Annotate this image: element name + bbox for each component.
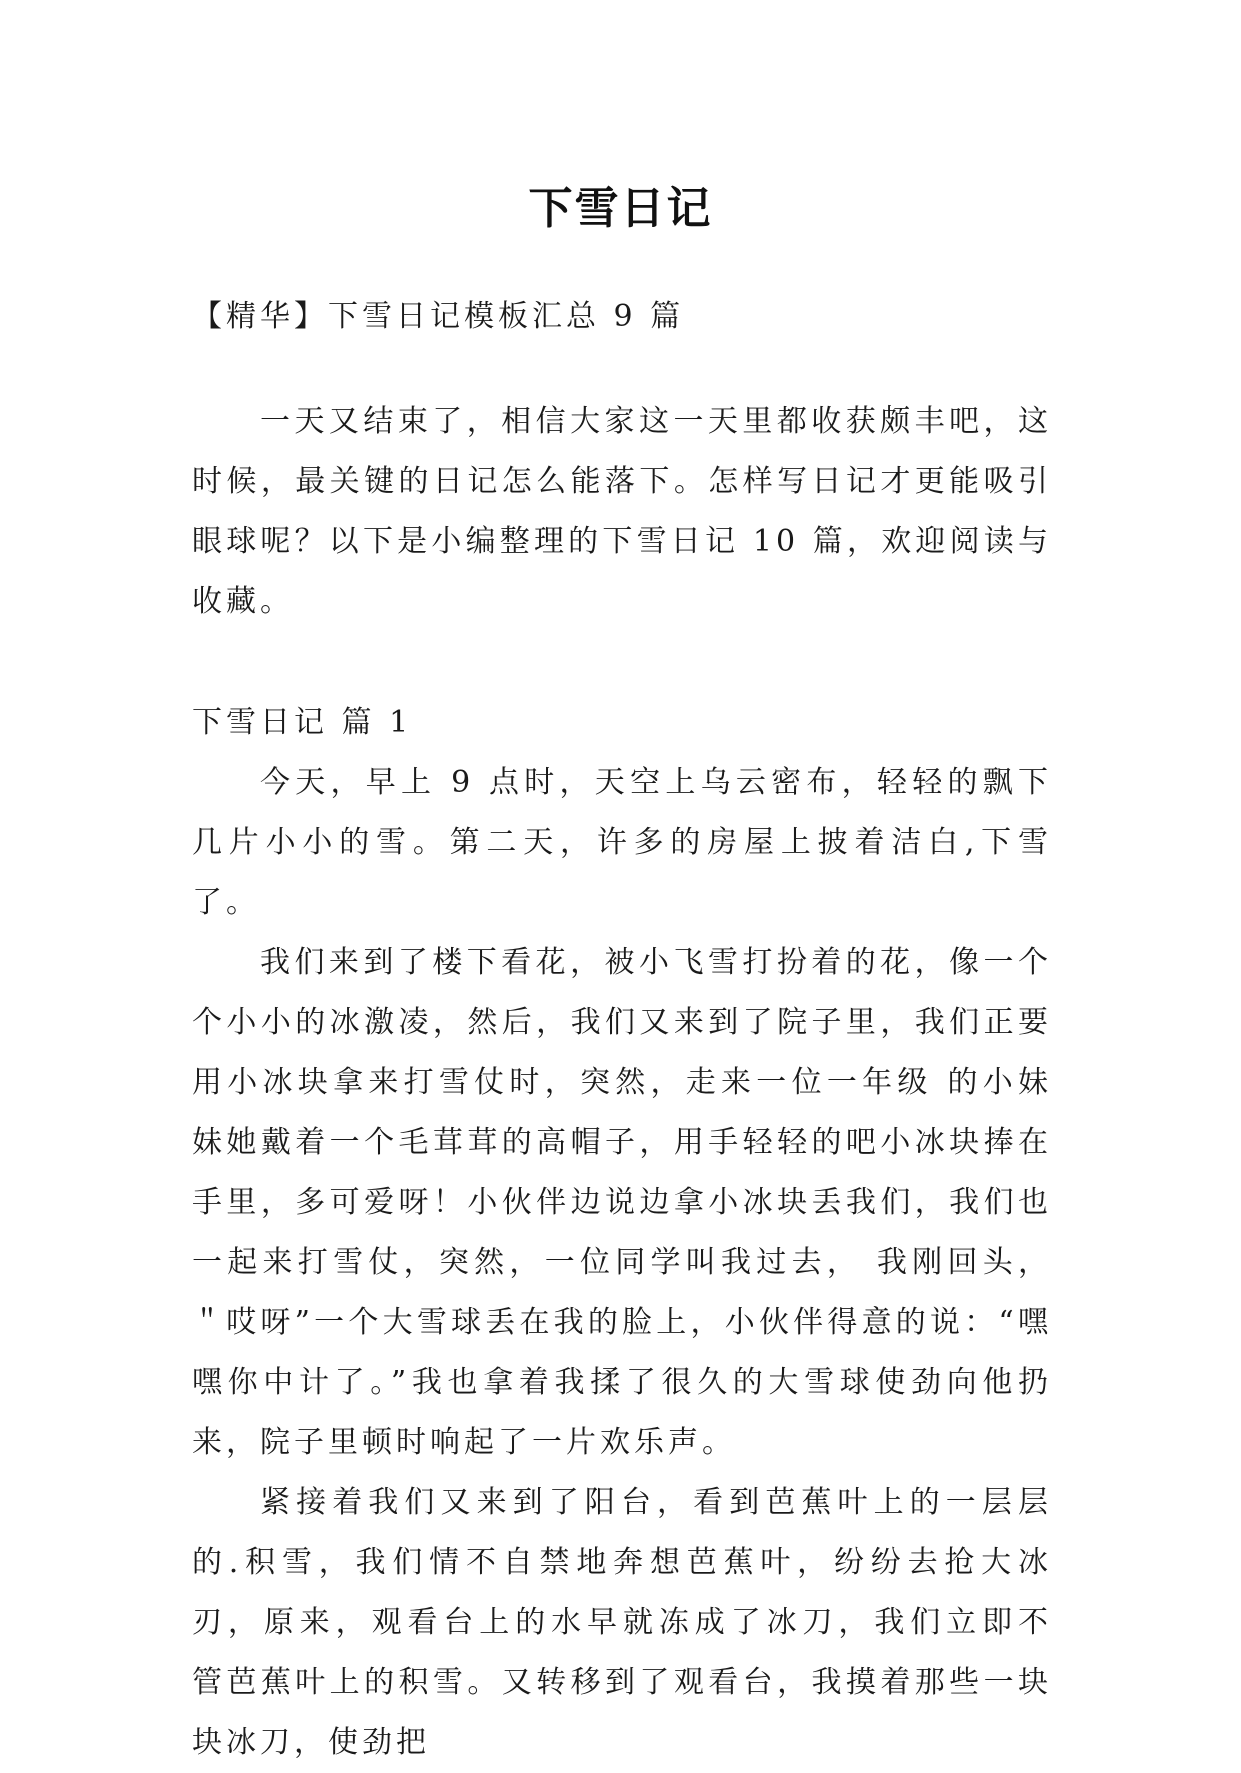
section-heading: 下雪日记 篇 1 xyxy=(192,705,413,740)
body-paragraph: 紧接着我们又来到了阳台，看到芭蕉叶上的一层层的.积雪，我们情不自禁地奔想芭蕉叶，纷纷去抢大冰刃，原来，观看台上的水早就冻成了冰刀，我们立即不 管芭蕉叶上的积雪。又转移到了观看台，我摸着那些一块块冰刀，使劲把 xyxy=(192,1485,1052,1760)
intro-paragraph: 一天又结束了，相信大家这一天里都收获颇丰吧，这时候，最关键的日记怎么能落下。怎样写日记才更能吸引眼球呢？以下是小编整理的下雪日记 10 篇，欢迎阅读与收藏。 xyxy=(192,404,1052,619)
body-paragraph: 今天，早上 9 点时，天空上乌云密布，轻轻的飘下几片小小的雪。第二天，许多的房屋上披着洁白,下雪了。 xyxy=(192,765,1052,920)
document-subtitle: 【精华】下雪日记模板汇总 9 篇 xyxy=(192,299,685,334)
document-body xyxy=(192,287,1052,1773)
page-title: 下雪日记 xyxy=(528,183,713,235)
body-paragraph: 我们来到了楼下看花，被小飞雪打扮着的花，像一个个小小的冰激凌，然后，我们又来到了院子里，我们正要用小冰块拿来打雪仗时，突然，走来一位一年级 的小妹妹她戴着一个毛茸茸的高帽子，用手轻轻的吧小冰块捧在手里，多可爱呀！小伙伴边说边拿小冰块丢我们，我们也一起来打雪仗，突然，一位同学叫我过去， 我刚回头，＂哎呀”一个大雪球丢在我的脸上，小伙伴得意的说：“嘿嘿你中计了。”我也拿着我揉了很久的大雪球使劲向他扔来，院子里顿时响起了一片欢乐声。 xyxy=(192,945,1052,1460)
